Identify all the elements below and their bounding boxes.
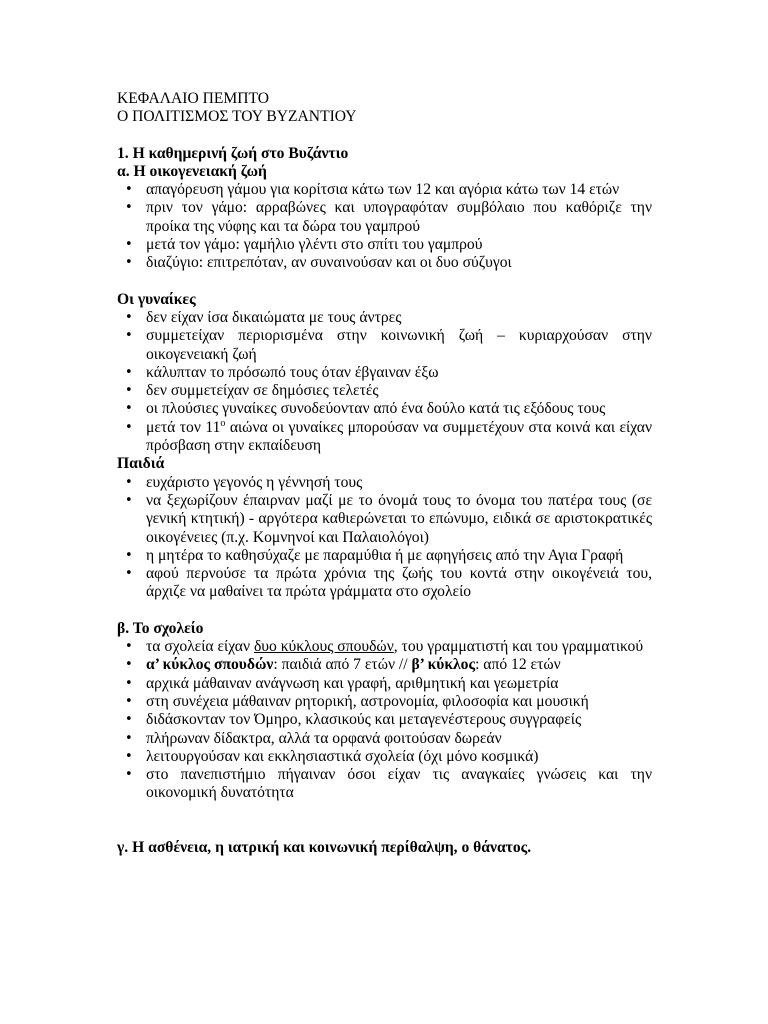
list-item: • λειτουργούσαν και εκκλησιαστικά σχολεία (όχι μόνο κοσμικά)	[117, 748, 652, 766]
list-item	[117, 638, 652, 656]
list-item-text: αιώνα οι γυναίκες μπορούσαν να συμμετέχουν στα κοινά και είχαν πρόσβαση στην εκπαίδευση	[146, 418, 652, 455]
chapter-heading: ΚΕΦΑΛΑΙΟ ΠΕΜΠΤΟ	[117, 90, 270, 107]
list-item: • πλήρωναν δίδακτρα, αλλά τα ορφανά φοιτούσαν δωρεάν	[117, 730, 652, 748]
chapter-title: Ο ΠΟΛΙΤΙΣΜΟΣ ΤΟΥ ΒΥΖΑΝΤΙΟΥ	[117, 108, 357, 126]
subsection-heading-children: Παιδιά	[117, 455, 165, 473]
family-life-list	[117, 181, 652, 272]
list-item: • αρχικά μάθαιναν ανάγνωση και γραφή, αριθμητική και γεωμετρία	[117, 675, 652, 693]
list-item-text: μετά τον 11	[146, 418, 221, 436]
list-item-text: : παιδιά από 7 ετών //	[273, 656, 412, 674]
list-item: • στη συνέχεια μάθαιναν ρητορική, αστρονομία, φιλοσοφία και μουσική	[117, 693, 652, 711]
list-item: • δεν συμμετείχαν σε δημόσιες τελετές	[117, 382, 652, 400]
list-item: • να ξεχωρίζουν έπαιρναν μαζί με το όνομά τους το όνομα του πατέρα τους (σε γενική κτητική) - αργότερα καθιερώνεται το επώνυμο, ειδικά σε αριστοκρατικές οικογένειες (π.χ. Κομνηνοί και Παλαιολόγοι)	[117, 492, 652, 547]
list-item: • η μητέρα το καθησύχαζε με παραμύθια ή με αφηγήσεις από την Αγια Γραφή	[117, 547, 652, 565]
underlined-text: δυο κύκλους σπουδών	[253, 638, 394, 656]
list-item: • πριν τον γάμο: αρραβώνες και υπογραφόταν συμβόλαιο που καθόριζε την προίκα της νύφης και τα δώρα του γαμπρού	[117, 199, 652, 236]
list-item-text: : από 12 ετών	[475, 656, 561, 674]
list-item: • μετά τον γάμο: γαμήλιο γλέντι στο σπίτι του γαμπρού	[117, 236, 652, 254]
list-item: • ευχάριστο γεγονός η γέννησή τους	[117, 474, 652, 492]
subsection-heading-school: β. Το σχολείο	[117, 619, 204, 637]
bold-text: β’ κύκλος	[411, 656, 476, 674]
list-item: • οι πλούσιες γυναίκες συνοδεύονταν από ένα δούλο κατά τις εξόδους τους	[117, 400, 652, 418]
document-body	[117, 90, 652, 857]
list-item	[117, 419, 652, 456]
list-item-text: , του γραμματιστή και του γραμματικού	[393, 638, 644, 656]
list-item: • αφού περνούσε τα πρώτα χρόνια της ζωής του κοντά στην οικογένειά του, άρχιζε να μαθαίνει τα πρώτα γράμματα στο σχολείο	[117, 565, 652, 602]
list-item	[117, 656, 652, 674]
women-list	[117, 309, 652, 455]
list-item: • διαζύγιο: επιτρεπόταν, αν συναινούσαν και οι δυο σύζυγοι	[117, 254, 652, 272]
subsection-heading-family-life: α. Η οικογενειακή ζωή	[117, 162, 267, 180]
subsection-heading-illness: γ. Η ασθένεια, η ιατρική και κοινωνική περίθαλψη, ο θάνατος.	[117, 838, 532, 856]
list-item: • δεν είχαν ίσα δικαιώματα με τους άντρες	[117, 309, 652, 327]
subsection-heading-women: Οι γυναίκες	[117, 290, 196, 308]
superscript: ο	[220, 417, 226, 429]
list-item: • στο πανεπιστήμιο πήγαιναν όσοι είχαν τις αναγκαίες γνώσεις και την οικονομική δυνατότητα	[117, 766, 652, 803]
list-item: • απαγόρευση γάμου για κορίτσια κάτω των 12 και αγόρια κάτω των 14 ετών	[117, 181, 652, 199]
bold-text: α’ κύκλος σπουδών	[146, 656, 274, 674]
list-item: • διδάσκονταν τον Όμηρο, κλασικούς και μεταγενέστερους συγγραφείς	[117, 711, 652, 729]
list-item: • συμμετείχαν περιορισμένα στην κοινωνική ζωή – κυριαρχούσαν στην οικογενειακή ζωή	[117, 327, 652, 364]
list-item-text: τα σχολεία είχαν	[146, 638, 254, 656]
school-list	[117, 638, 652, 803]
section-heading-daily-life: 1. Η καθημερινή ζωή στο Βυζάντιο	[117, 144, 349, 162]
children-list	[117, 474, 652, 602]
list-item: • κάλυπταν το πρόσωπό τους όταν έβγαιναν έξω	[117, 364, 652, 382]
